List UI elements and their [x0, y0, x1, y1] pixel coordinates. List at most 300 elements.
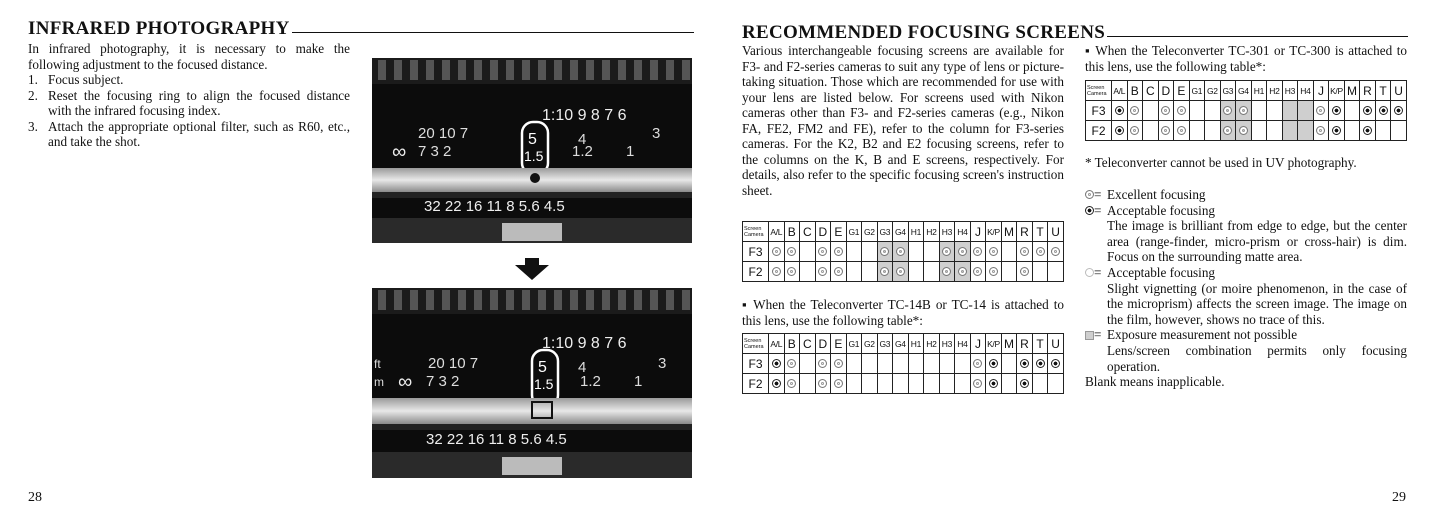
- acceptable-focusing-icon: [1394, 106, 1403, 115]
- legend-label: Acceptable focusing: [1107, 202, 1216, 218]
- table-cell: [815, 262, 831, 282]
- column-header: T: [1032, 222, 1048, 242]
- table-cell: [800, 354, 816, 374]
- table-cell: [862, 374, 878, 394]
- excellent-focusing-icon: [1239, 106, 1248, 115]
- step-number: 3.: [28, 118, 38, 134]
- table-cell: [939, 354, 955, 374]
- table-cell: [800, 262, 816, 282]
- acceptable-focusing-icon: [1020, 359, 1029, 368]
- svg-text:1: 1: [634, 373, 643, 390]
- teleconverter-footnote: * Teleconverter cannot be used in UV photography.: [1085, 155, 1357, 170]
- table-cell: [877, 354, 893, 374]
- legend-item: [1085, 327, 1407, 343]
- excellent-focusing-icon: [942, 267, 951, 276]
- table-cell: [1205, 121, 1221, 141]
- corner-screen-label: Screen: [744, 225, 762, 232]
- column-header: B: [784, 334, 800, 354]
- table-cell: [1048, 242, 1064, 262]
- table-cell: [1375, 121, 1391, 141]
- acceptable-focusing-light-icon: [1085, 268, 1094, 277]
- column-header: D: [815, 222, 831, 242]
- table-cell: [769, 374, 785, 394]
- column-header: G3: [877, 222, 893, 242]
- excellent-focusing-icon: [1177, 126, 1186, 135]
- table-cell: [1048, 262, 1064, 282]
- legend-equals: =: [1094, 327, 1102, 343]
- table-cell: [924, 262, 940, 282]
- table-cell: [1313, 121, 1329, 141]
- table-cell: [769, 262, 785, 282]
- excellent-focusing-icon: [1085, 190, 1094, 199]
- heading-rule: [1107, 36, 1408, 37]
- table-row: [743, 354, 1064, 374]
- table-cell: [1048, 374, 1064, 394]
- table-row: [1086, 101, 1407, 121]
- svg-text:20 10 7: 20 10 7: [418, 125, 469, 142]
- down-arrow-icon: [515, 258, 549, 280]
- camera-label: F3: [1086, 101, 1112, 121]
- table-cell: [877, 262, 893, 282]
- table-cell: [986, 262, 1002, 282]
- excellent-focusing-icon: [973, 359, 982, 368]
- table-cell: [986, 354, 1002, 374]
- step-text: Attach the appropriate optional filter, such as R60, etc., and take the shot.: [48, 118, 350, 149]
- legend-label: Acceptable focusing: [1107, 264, 1216, 280]
- svg-text:4: 4: [578, 359, 587, 376]
- focusing-screens-heading: [742, 22, 1408, 44]
- table-cell: [831, 354, 847, 374]
- infrared-intro: In infrared photography, it is necessary to make the following adjustment to the focused distance.: [28, 41, 350, 72]
- excellent-focusing-icon: [787, 359, 796, 368]
- legend-label: Exposure measurement not possible: [1107, 327, 1298, 343]
- excellent-focusing-icon: [1177, 106, 1186, 115]
- column-header: H3: [1282, 81, 1298, 101]
- table-cell: [1001, 354, 1017, 374]
- acceptable-focusing-icon: [1051, 359, 1060, 368]
- column-header: H3: [939, 334, 955, 354]
- excellent-focusing-icon: [942, 247, 951, 256]
- column-header: H1: [908, 334, 924, 354]
- table-cell: [846, 262, 862, 282]
- excellent-focusing-icon: [989, 247, 998, 256]
- excellent-focusing-icon: [787, 247, 796, 256]
- excellent-focusing-icon: [989, 267, 998, 276]
- step-text: Focus subject.: [48, 72, 124, 87]
- infrared-heading: [28, 18, 694, 40]
- table-cell: [908, 242, 924, 262]
- excellent-focusing-icon: [1239, 126, 1248, 135]
- corner-camera-label: Camera: [1087, 90, 1107, 97]
- acceptable-focusing-icon: [772, 379, 781, 388]
- table-cell: [893, 374, 909, 394]
- tc301-note-text: When the Teleconverter TC-301 or TC-300 is attached to this lens, use the following table*:: [1085, 43, 1407, 74]
- excellent-focusing-icon: [818, 359, 827, 368]
- table-cell: [862, 354, 878, 374]
- excellent-focusing-icon: [1020, 247, 1029, 256]
- table-cell: [893, 262, 909, 282]
- exposure-not-possible-icon: [1085, 331, 1094, 340]
- excellent-focusing-icon: [1130, 126, 1139, 135]
- column-header: H2: [924, 334, 940, 354]
- acceptable-focusing-icon: [1020, 379, 1029, 388]
- table-cell: [924, 354, 940, 374]
- column-header: T: [1032, 334, 1048, 354]
- column-header: G3: [877, 334, 893, 354]
- svg-text:4: 4: [578, 131, 587, 148]
- excellent-focusing-icon: [772, 267, 781, 276]
- camera-label: F2: [1086, 121, 1112, 141]
- acceptable-focusing-icon: [1036, 359, 1045, 368]
- excellent-focusing-icon: [834, 267, 843, 276]
- table-cell: [831, 262, 847, 282]
- screen-table-tc14: [742, 333, 1064, 394]
- column-header: M: [1001, 222, 1017, 242]
- column-header: E: [831, 334, 847, 354]
- table-row: [743, 262, 1064, 282]
- table-cell: [1017, 262, 1033, 282]
- table-cell: [784, 354, 800, 374]
- table-cell: [970, 354, 986, 374]
- svg-text:5: 5: [528, 131, 537, 148]
- table-cell: [815, 374, 831, 394]
- legend-detail: Slight vignetting (or moire phenomenon, in the case of the microprism) affects the screen image. The image on the film, however, shows no trace of this.: [1107, 280, 1407, 327]
- acceptable-focusing-icon: [772, 359, 781, 368]
- table-cell: [924, 374, 940, 394]
- svg-text:1.5: 1.5: [524, 148, 544, 164]
- table-cell: [908, 374, 924, 394]
- acceptable-focusing-icon: [1115, 106, 1124, 115]
- table-cell: [769, 242, 785, 262]
- table-cell: [1158, 101, 1174, 121]
- excellent-focusing-icon: [1223, 106, 1232, 115]
- column-header: G4: [1236, 81, 1252, 101]
- legend-label: Excellent focusing: [1107, 187, 1206, 202]
- table-cell: [1267, 101, 1283, 121]
- table-cell: [1236, 101, 1252, 121]
- excellent-focusing-icon: [880, 267, 889, 276]
- camera-label: F2: [743, 262, 769, 282]
- step-number: 2.: [28, 87, 38, 103]
- table-cell: [1282, 101, 1298, 121]
- column-header: R: [1360, 81, 1376, 101]
- acceptable-focusing-icon: [1332, 106, 1341, 115]
- table-cell: [924, 242, 940, 262]
- step-item: [28, 119, 350, 150]
- table-cell: [784, 242, 800, 262]
- excellent-focusing-icon: [1161, 126, 1170, 135]
- svg-text:32 22 16 11 8 5.6 4.5: 32 22 16 11 8 5.6 4.5: [426, 431, 567, 448]
- table-cell: [939, 262, 955, 282]
- excellent-focusing-icon: [1316, 126, 1325, 135]
- table-cell: [1205, 101, 1221, 121]
- table-row: [743, 242, 1064, 262]
- table-cell: [939, 374, 955, 394]
- svg-text:∞: ∞: [392, 141, 407, 163]
- table-corner-label: [1086, 81, 1112, 101]
- table-cell: [1360, 101, 1376, 121]
- column-header: G2: [862, 222, 878, 242]
- column-header: D: [815, 334, 831, 354]
- excellent-focusing-icon: [818, 247, 827, 256]
- acceptable-focusing-icon: [1115, 126, 1124, 135]
- table-cell: [1174, 121, 1190, 141]
- table-cell: [939, 242, 955, 262]
- table-cell: [1236, 121, 1252, 141]
- excellent-focusing-icon: [1161, 106, 1170, 115]
- excellent-focusing-icon: [973, 379, 982, 388]
- tc14-note: ▪ When the Teleconverter TC-14B or TC-14 is attached to this lens, use the following table*:: [742, 297, 1064, 328]
- legend-item: [1085, 265, 1407, 281]
- column-header: H4: [1298, 81, 1314, 101]
- table-cell: [1391, 121, 1407, 141]
- svg-text:1.5: 1.5: [534, 376, 554, 392]
- corner-screen-label: Screen: [1087, 84, 1105, 91]
- corner-screen-label: Screen: [744, 337, 762, 344]
- column-header: H2: [1267, 81, 1283, 101]
- excellent-focusing-icon: [896, 267, 905, 276]
- heading-rule: [292, 32, 694, 33]
- column-header: J: [1313, 81, 1329, 101]
- table-cell: [1032, 262, 1048, 282]
- step-number: 1.: [28, 72, 38, 87]
- excellent-focusing-icon: [818, 267, 827, 276]
- table-cell: [831, 242, 847, 262]
- infrared-heading-text: INFRARED PHOTOGRAPHY: [28, 18, 290, 39]
- excellent-focusing-icon: [973, 247, 982, 256]
- tc14-note-text: When the Teleconverter TC-14B or TC-14 is attached to this lens, use the following table*:: [742, 297, 1064, 328]
- legend-detail: Lens/screen combination permits only focusing operation.: [1107, 342, 1407, 374]
- acceptable-focusing-icon: [989, 379, 998, 388]
- legend-equals: =: [1094, 202, 1102, 218]
- table-cell: [893, 354, 909, 374]
- table-cell: [955, 262, 971, 282]
- column-header: K/P: [986, 334, 1002, 354]
- legend-detail: The image is brilliant from edge to edge, but the center area (range-finder, micro-prism or cross-hair) is dim. Focus on the surrounding matte area.: [1107, 218, 1407, 265]
- table-cell: [1032, 354, 1048, 374]
- legend-item: [1085, 203, 1407, 219]
- column-header: H4: [955, 334, 971, 354]
- step-item: [28, 72, 350, 88]
- table-cell: [1220, 121, 1236, 141]
- column-header: H4: [955, 222, 971, 242]
- table-cell: [877, 242, 893, 262]
- column-header: A/L: [1112, 81, 1128, 101]
- table-cell: [1001, 242, 1017, 262]
- table-cell: [1032, 374, 1048, 394]
- column-header: K/P: [1329, 81, 1345, 101]
- table-cell: [846, 374, 862, 394]
- column-header: J: [970, 222, 986, 242]
- table-cell: [1329, 121, 1345, 141]
- table-cell: [1112, 121, 1128, 141]
- column-header: M: [1344, 81, 1360, 101]
- table-cell: [1127, 121, 1143, 141]
- table-cell: [846, 242, 862, 262]
- column-header: A/L: [769, 334, 785, 354]
- focusing-screens-heading-text: RECOMMENDED FOCUSING SCREENS: [742, 22, 1106, 43]
- table-cell: [1313, 101, 1329, 121]
- column-header: B: [784, 222, 800, 242]
- column-header: H2: [924, 222, 940, 242]
- column-header: D: [1158, 81, 1174, 101]
- column-header: C: [1143, 81, 1159, 101]
- table-cell: [1174, 101, 1190, 121]
- table-cell: [1267, 121, 1283, 141]
- table-cell: [1143, 121, 1159, 141]
- column-header: M: [1001, 334, 1017, 354]
- tc301-note: ▪ When the Teleconverter TC-301 or TC-300 is attached to this lens, use the following table*:: [1085, 43, 1407, 74]
- corner-camera-label: Camera: [744, 343, 764, 350]
- table-cell: [862, 242, 878, 262]
- column-header: G1: [1189, 81, 1205, 101]
- table-cell: [800, 242, 816, 262]
- column-header: U: [1391, 81, 1407, 101]
- lens-aperture-scale: 32 22 16 11 8 5.6 4.5: [424, 198, 565, 215]
- page-number-left: 28: [28, 490, 42, 505]
- table-cell: [1048, 354, 1064, 374]
- table-cell: [800, 374, 816, 394]
- corner-camera-label: Camera: [744, 231, 764, 238]
- column-header: B: [1127, 81, 1143, 101]
- table-cell: [955, 242, 971, 262]
- table-cell: [1189, 121, 1205, 141]
- column-header: R: [1017, 334, 1033, 354]
- column-header: G4: [893, 334, 909, 354]
- table-corner-label: [743, 222, 769, 242]
- column-header: T: [1375, 81, 1391, 101]
- lens-photo-after: [372, 288, 692, 478]
- excellent-focusing-icon: [787, 267, 796, 276]
- column-header: H1: [908, 222, 924, 242]
- legend-equals: =: [1094, 264, 1102, 280]
- excellent-focusing-icon: [1036, 247, 1045, 256]
- svg-text:3: 3: [652, 125, 661, 142]
- table-cell: [908, 262, 924, 282]
- table-cell: [784, 262, 800, 282]
- table-corner-label: [743, 334, 769, 354]
- table-cell: [1158, 121, 1174, 141]
- column-header: H1: [1251, 81, 1267, 101]
- excellent-focusing-icon: [1051, 247, 1060, 256]
- table-cell: [986, 374, 1002, 394]
- acceptable-focusing-icon: [1379, 106, 1388, 115]
- lens-ft-label: ft: [374, 357, 381, 371]
- table-cell: [1251, 121, 1267, 141]
- column-header: G2: [862, 334, 878, 354]
- excellent-focusing-icon: [973, 267, 982, 276]
- acceptable-focusing-icon: [1085, 206, 1094, 215]
- table-cell: [1360, 121, 1376, 141]
- step-text: Reset the focusing ring to align the focused distance with the infrared focusing index.: [48, 87, 350, 118]
- table-cell: [1017, 354, 1033, 374]
- focusing-screens-intro: Various interchangeable focusing screens are available for F3- and F2-series cameras to suit any type of lens or picture-taking situation. Those which are recommended for use with your lens are listed below. For screens used with Nikon cameras other than F3- and F2-series cameras (e.g., Nikon FA, FE2, FM2 and FE), refer to the column for F3-series cameras. For the K2, B2 and E2 focusing screens, refer to the columns on the K, B and E screens, respectively. For details, also refer to the specific focusing screen's instruction sheet.: [742, 43, 1064, 198]
- svg-text:1.2: 1.2: [572, 143, 593, 160]
- excellent-focusing-icon: [958, 267, 967, 276]
- table-cell: [831, 374, 847, 394]
- excellent-focusing-icon: [772, 247, 781, 256]
- table-cell: [862, 262, 878, 282]
- acceptable-focusing-icon: [1363, 126, 1372, 135]
- table-cell: [1344, 101, 1360, 121]
- table-cell: [1032, 242, 1048, 262]
- column-header: J: [970, 334, 986, 354]
- legend-equals: =: [1094, 187, 1102, 202]
- table-cell: [1298, 121, 1314, 141]
- table-cell: [1112, 101, 1128, 121]
- table-cell: [970, 374, 986, 394]
- acceptable-focusing-icon: [1363, 106, 1372, 115]
- lens-photo-before: [372, 58, 692, 243]
- table-cell: [893, 242, 909, 262]
- table-cell: [1001, 374, 1017, 394]
- excellent-focusing-icon: [1020, 267, 1029, 276]
- svg-text:7 3 2: 7 3 2: [418, 143, 452, 160]
- excellent-focusing-icon: [880, 247, 889, 256]
- table-cell: [1001, 262, 1017, 282]
- column-header: G1: [846, 222, 862, 242]
- column-header: C: [800, 222, 816, 242]
- table-cell: [1391, 101, 1407, 121]
- column-header: A/L: [769, 222, 785, 242]
- excellent-focusing-icon: [896, 247, 905, 256]
- column-header: U: [1048, 222, 1064, 242]
- camera-label: F3: [743, 354, 769, 374]
- table-cell: [955, 374, 971, 394]
- table-cell: [1251, 101, 1267, 121]
- excellent-focusing-icon: [818, 379, 827, 388]
- excellent-focusing-icon: [1223, 126, 1232, 135]
- column-header: H3: [939, 222, 955, 242]
- table-cell: [1017, 374, 1033, 394]
- table-cell: [846, 354, 862, 374]
- table-cell: [970, 262, 986, 282]
- table-cell: [1127, 101, 1143, 121]
- excellent-focusing-icon: [834, 379, 843, 388]
- screen-table-main: [742, 221, 1064, 282]
- svg-text:∞: ∞: [398, 371, 413, 393]
- column-header: E: [831, 222, 847, 242]
- infrared-steps: [28, 72, 350, 150]
- page-number-right: 29: [1392, 490, 1406, 505]
- excellent-focusing-icon: [834, 247, 843, 256]
- column-header: K/P: [986, 222, 1002, 242]
- table-cell: [970, 242, 986, 262]
- camera-label: F3: [743, 242, 769, 262]
- table-cell: [1220, 101, 1236, 121]
- table-row: [1086, 121, 1407, 141]
- excellent-focusing-icon: [958, 247, 967, 256]
- column-header: R: [1017, 222, 1033, 242]
- screen-table-tc301: [1085, 80, 1407, 141]
- svg-text:1.2: 1.2: [580, 373, 601, 390]
- table-cell: [1298, 101, 1314, 121]
- column-header: G4: [893, 222, 909, 242]
- lens-ratio-scale: 1:10 9 8 7 6: [542, 107, 627, 124]
- excellent-focusing-icon: [834, 359, 843, 368]
- table-cell: [1329, 101, 1345, 121]
- excellent-focusing-icon: [787, 379, 796, 388]
- table-cell: [769, 354, 785, 374]
- column-header: C: [800, 334, 816, 354]
- table-cell: [815, 242, 831, 262]
- svg-text:7 3 2: 7 3 2: [426, 373, 460, 390]
- legend-item: [1085, 187, 1407, 203]
- table-cell: [815, 354, 831, 374]
- table-cell: [1344, 121, 1360, 141]
- acceptable-focusing-icon: [1332, 126, 1341, 135]
- acceptable-focusing-icon: [989, 359, 998, 368]
